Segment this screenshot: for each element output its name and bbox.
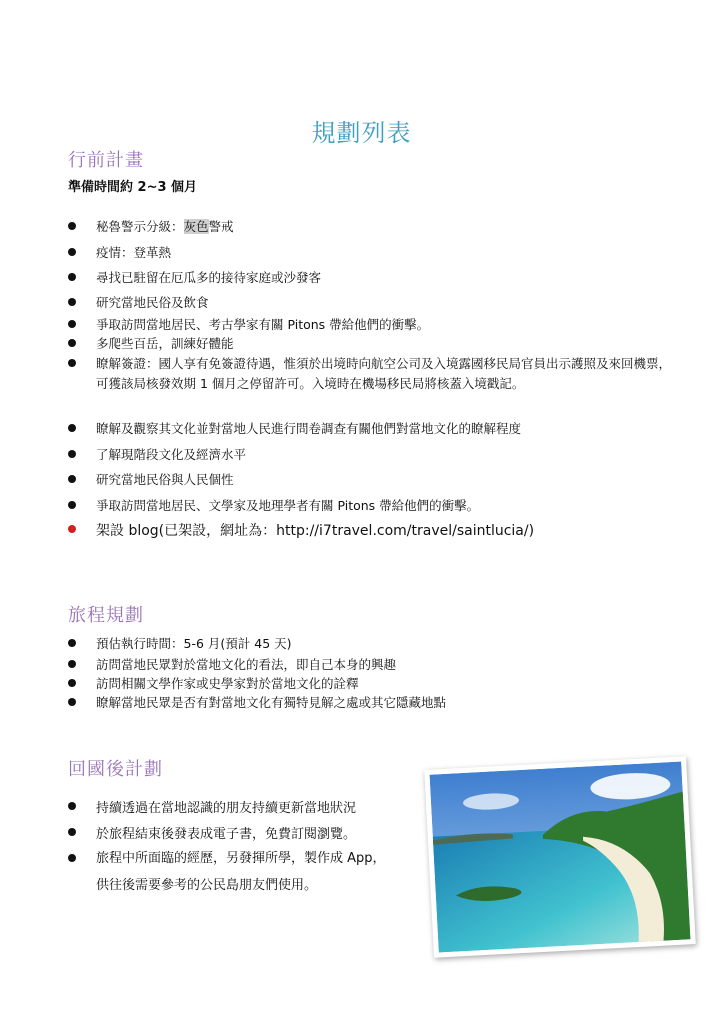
list-item-text: 多爬些百岳，訓練好體能 bbox=[96, 336, 234, 351]
bullet-icon bbox=[68, 660, 76, 668]
pre-trip-list bbox=[68, 217, 688, 547]
bullet-icon bbox=[68, 639, 76, 647]
list-item-text: 架設 blog(已架設，網址為：http://i7travel.com/travel/saintlucia/) bbox=[96, 523, 535, 539]
page-title: 規劃列表 bbox=[311, 119, 412, 147]
bullet-icon bbox=[68, 320, 76, 328]
bullet-icon bbox=[68, 475, 76, 483]
list-item-text: 了解現階段文化及經濟水平 bbox=[96, 447, 247, 462]
section-heading-post: 回國後計劃 bbox=[68, 759, 163, 780]
list-item-text: 瞭解及觀察其文化並對當地人民進行問卷調查有關他們對當地文化的瞭解程度 bbox=[96, 421, 522, 436]
bullet-icon bbox=[68, 802, 76, 810]
highlighted-text: 灰色 bbox=[183, 219, 209, 234]
list-item-text: 瞭解簽證：國人享有免簽證待遇，惟須於出境時向航空公司及入境露國移民局官員出示護照及來回機票，可獲該局核發效期 1 個月之停留許可。入境時在機場移民局將核蓋入境戳記。 bbox=[96, 356, 672, 391]
list-item-text: 研究當地民俗及飲食 bbox=[96, 295, 209, 310]
beach-photo bbox=[424, 756, 695, 957]
post-trip-list bbox=[68, 797, 398, 907]
prep-time-subtitle: 準備時間約 2~3 個月 bbox=[68, 180, 198, 195]
list-item-text: 尋找已駐留在厄瓜多的接待家庭或沙發客 bbox=[96, 270, 322, 285]
bullet-icon bbox=[68, 339, 76, 347]
list-item-text: 旅程中所面臨的經歷，另發揮所學，製作成 App，供往後需要參考的公民島朋友們使用。 bbox=[96, 851, 386, 893]
list-item-text: 持續透過在當地認識的朋友持續更新當地狀況 bbox=[96, 801, 357, 816]
bullet-icon bbox=[68, 679, 76, 687]
bullet-icon bbox=[68, 450, 76, 458]
bullet-icon bbox=[68, 828, 76, 836]
list-item-text: 爭取訪問當地居民、文學家及地理學者有關 Pitons 帶給他們的衝擊。 bbox=[96, 498, 480, 513]
beach-image bbox=[430, 762, 691, 953]
bullet-icon bbox=[68, 359, 76, 367]
list-item-text: 訪問相關文學作家或史學家對於當地文化的詮釋 bbox=[96, 676, 359, 691]
list-item-text: 秘魯警示分級： bbox=[96, 219, 184, 234]
bullet-icon bbox=[68, 698, 76, 706]
red-bullet-icon bbox=[68, 525, 76, 533]
bullet-icon bbox=[68, 501, 76, 509]
list-item-text: 於旅程結束後發表成電子書，免費訂閱瀏覽。 bbox=[96, 827, 357, 842]
bullet-icon bbox=[68, 248, 76, 256]
list-item-text: 爭取訪問當地居民、考古學家有關 Pitons 帶給他們的衝擊。 bbox=[96, 317, 430, 332]
bullet-icon bbox=[68, 273, 76, 281]
list-item-text: 疫情：登革熱 bbox=[96, 245, 172, 260]
list-item-text: 研究當地民俗與人民個性 bbox=[96, 472, 234, 487]
section-heading-pre: 行前計畫 bbox=[68, 150, 144, 171]
list-item-text: 警戒 bbox=[208, 219, 234, 234]
list-item-text: 瞭解當地民眾是否有對當地文化有獨特見解之處或其它隱藏地點 bbox=[96, 695, 447, 710]
bullet-icon bbox=[68, 298, 76, 306]
bullet-icon bbox=[68, 222, 76, 230]
bullet-icon bbox=[68, 424, 76, 432]
trip-plan-list bbox=[68, 634, 688, 714]
bullet-icon bbox=[68, 854, 76, 862]
section-heading-trip: 旅程規劃 bbox=[68, 605, 144, 626]
list-item-text: 訪問當地民眾對於當地文化的看法，即自己本身的興趣 bbox=[96, 657, 397, 672]
list-item-text: 預估執行時間：5-6 月(預計 45 天) bbox=[96, 636, 292, 651]
